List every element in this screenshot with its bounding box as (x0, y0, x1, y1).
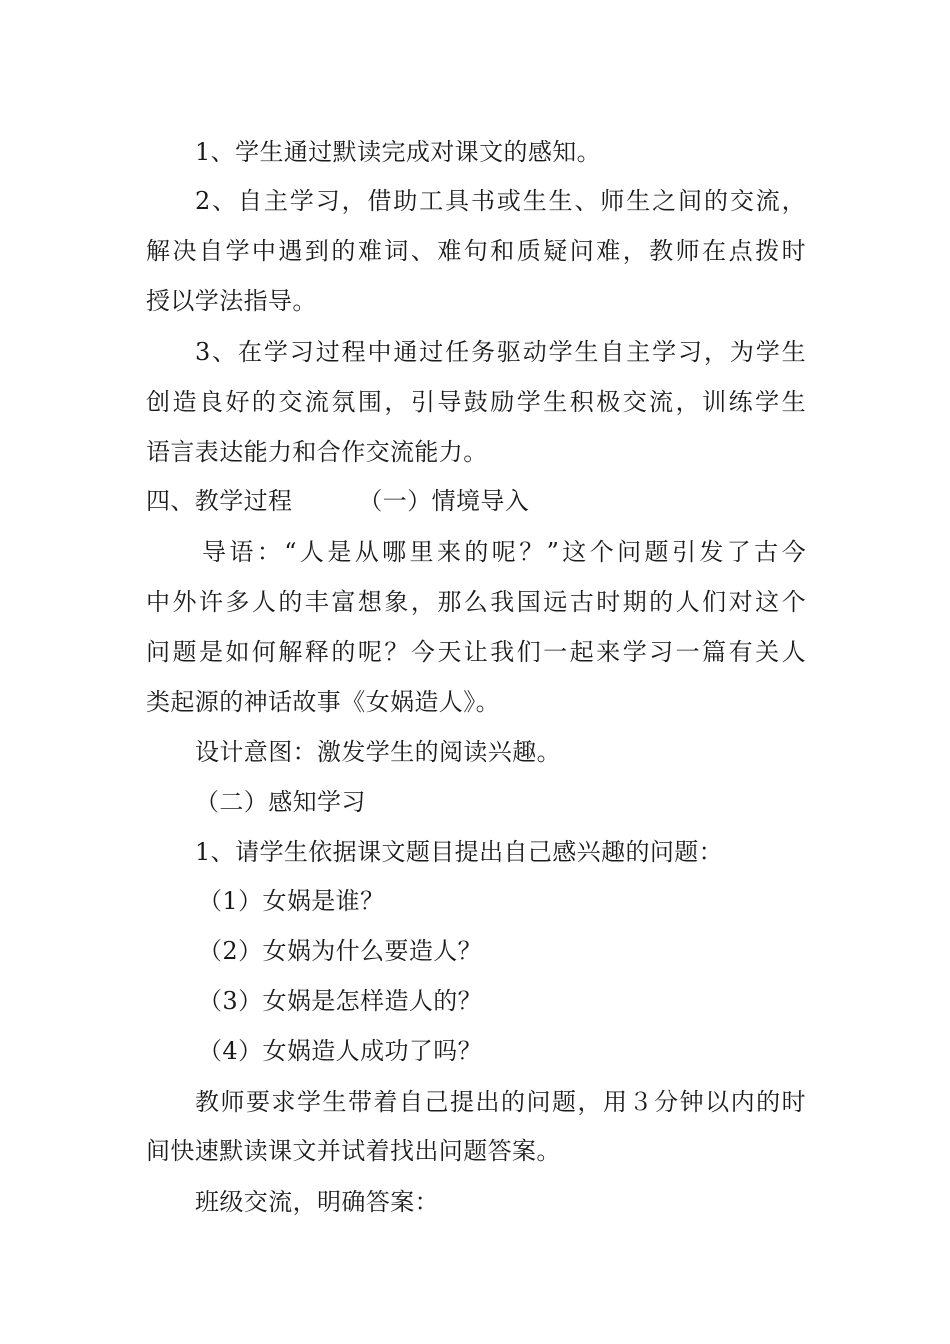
paragraph-line: 2、自主学习，借助工具书或生生、师生之间的交流， (195, 187, 806, 215)
list-item: （4）女娲造人成功了吗？ (198, 1037, 483, 1065)
paragraph-line: 类起源的神话故事《女娲造人》。 (146, 688, 500, 716)
list-item: （3）女娲是怎样造人的？ (198, 987, 483, 1015)
section-heading: 四、教学过程 (146, 487, 293, 515)
subsection-heading: （一）情境导入 (358, 487, 530, 515)
paragraph-line: 语言表达能力和合作交流能力。 (146, 438, 488, 466)
list-item: （2）女娲为什么要造人？ (198, 937, 483, 965)
subheading-line: （二）感知学习 (195, 788, 366, 816)
paragraph-line: 1、学生通过默读完成对课文的感知。 (195, 138, 602, 166)
paragraph-line: 解决自学中遇到的难词、难句和质疑问难，教师在点拨时 (146, 237, 806, 265)
section-heading-line (146, 486, 806, 516)
paragraph-line: 授以学法指导。 (146, 287, 317, 315)
paragraph-line: 设计意图：激发学生的阅读兴趣。 (195, 738, 561, 766)
paragraph-line: 班级交流，明确答案： (195, 1188, 439, 1216)
paragraph-line: 导语：“人是从哪里来的呢？”这个问题引发了古今 (202, 538, 806, 566)
paragraph-line: 创造良好的交流氛围，引导鼓励学生积极交流，训练学生 (146, 388, 806, 416)
paragraph-line: 问题是如何解释的呢？今天让我们一起来学习一篇有关人 (146, 638, 806, 666)
paragraph-line: 1、请学生依据课文题目提出自己感兴趣的问题： (195, 838, 724, 866)
paragraph-line: 3、在学习过程中通过任务驱动学生自主学习，为学生 (195, 338, 806, 366)
paragraph-line: 间快速默读课文并试着找出问题答案。 (146, 1137, 561, 1165)
list-item: （1）女娲是谁？ (198, 887, 385, 915)
paragraph-line: 教师要求学生带着自己提出的问题，用３分钟以内的时 (195, 1088, 806, 1116)
paragraph-line: 中外许多人的丰富想象，那么我国远古时期的人们对这个 (146, 588, 806, 616)
